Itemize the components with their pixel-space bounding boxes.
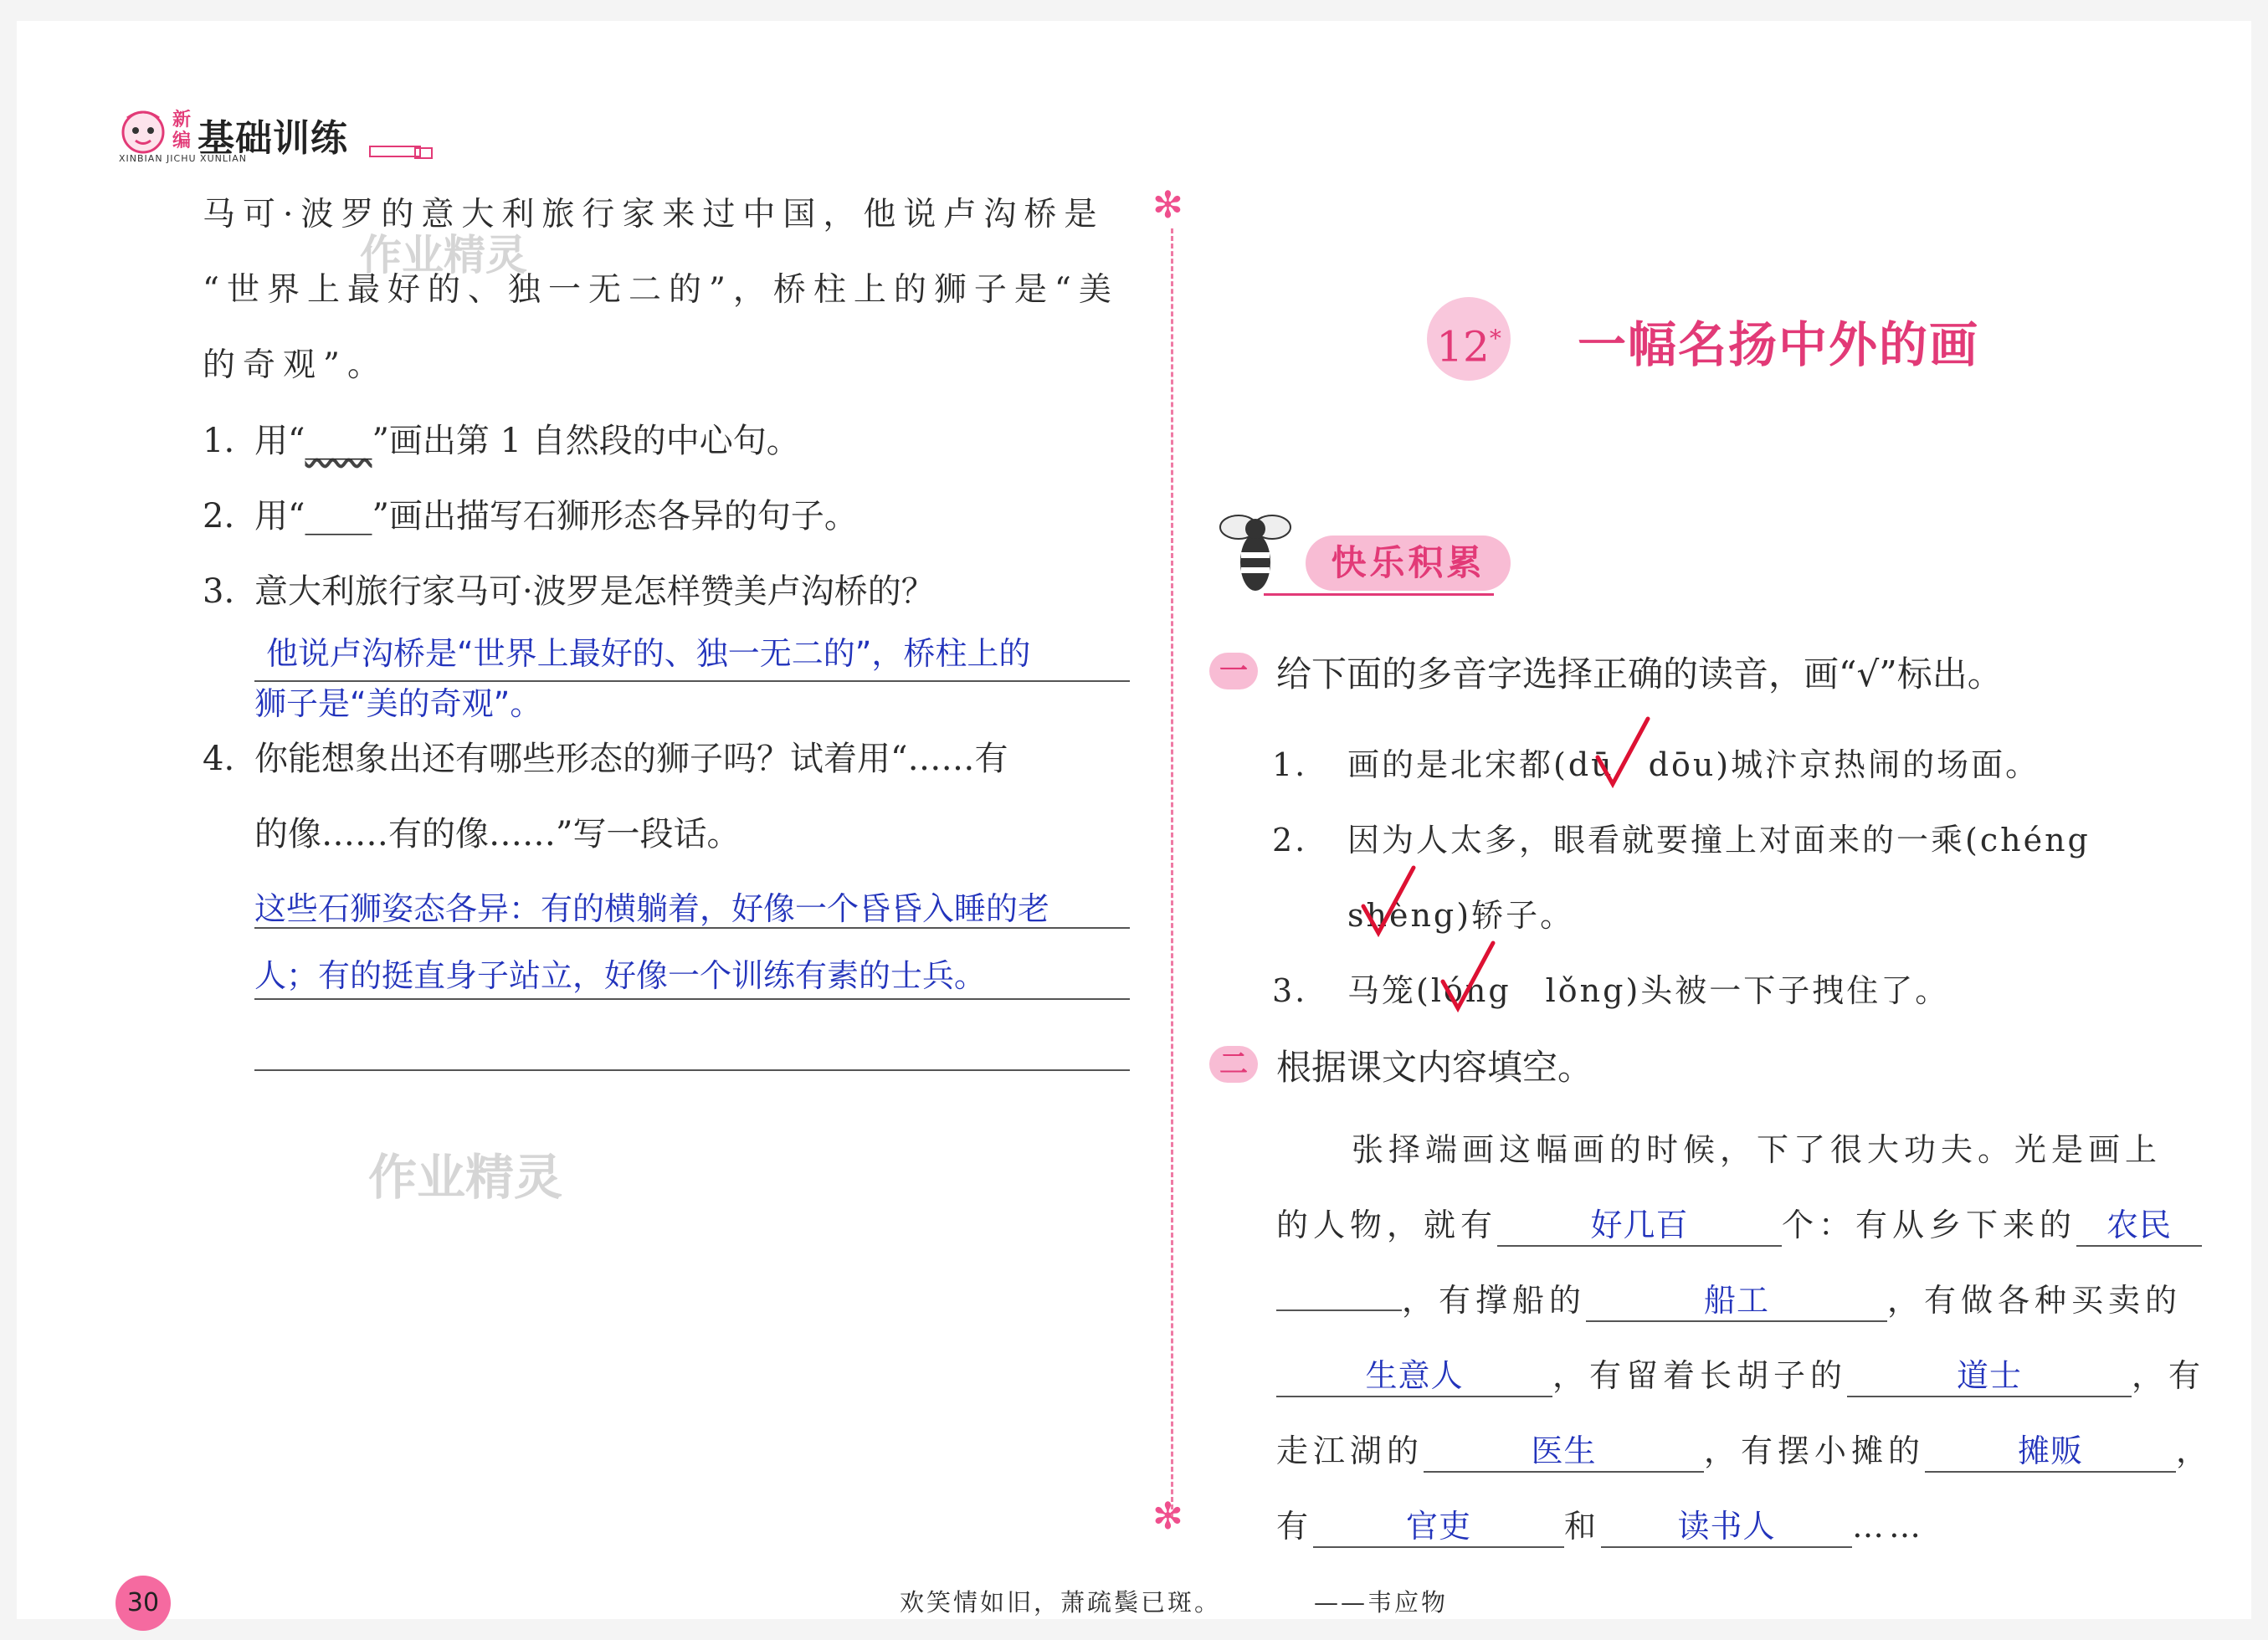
handwritten-answer: 狮子是“美的奇观”。 — [254, 685, 542, 722]
page-divider — [1171, 228, 1173, 1517]
question-text: 你能想象出还有哪些形态的狮子吗？试着用“……有 — [254, 740, 1008, 778]
fill-text-line — [1276, 1274, 2182, 1322]
cartoon-face-icon — [117, 105, 169, 156]
answer-line — [254, 927, 1130, 929]
divider-star-icon: ✻ — [1152, 1495, 1183, 1538]
part-title: 给下面的多音字选择正确的读音，画“√”标出。 — [1276, 653, 2003, 694]
fill-text: 个：有从乡下来的 — [1782, 1207, 2077, 1243]
fill-text: ，有撑船的 — [1402, 1282, 1587, 1319]
question-number: 1. — [203, 422, 235, 460]
fill-blank: 官吏 — [1313, 1500, 1564, 1548]
fill-blank: 医生 — [1424, 1425, 1704, 1473]
pinyin-item — [1272, 965, 1949, 1011]
part-title: 根据课文内容填空。 — [1276, 1047, 1593, 1088]
fill-text: ，有做各种买卖的 — [1887, 1282, 2183, 1319]
question-text: 用“ — [254, 422, 305, 460]
lesson-number-badge — [1427, 297, 1511, 381]
check-mark-icon — [1439, 940, 1498, 1015]
question-number: 3. — [203, 572, 235, 611]
fill-text-line — [1276, 1500, 1926, 1548]
item-number: 2. — [1272, 822, 1308, 858]
fill-blank: 农民 — [2076, 1199, 2202, 1247]
question-3 — [203, 565, 935, 612]
question-4-continued: 的像……有的像……”写一段话。 — [254, 815, 741, 853]
answer-line — [254, 998, 1130, 1000]
section-underline — [1264, 593, 1494, 596]
question-2 — [203, 489, 858, 537]
item-number: 3. — [1272, 972, 1308, 1009]
brand-new-label: 新编 — [172, 110, 192, 151]
item-text: 画的是北宋都(dū dōu)城汴京热闹的场面。 — [1347, 746, 2040, 783]
fill-blank: 船工 — [1586, 1274, 1887, 1322]
brand-decoration-icon — [368, 145, 435, 160]
pinyin-item-continued: shèng)轿子。 — [1347, 897, 1575, 934]
passage-line: 马可·波罗的意大利旅行家来过中国，他说卢沟桥是 — [203, 196, 1105, 233]
fill-text-line — [1276, 1350, 2205, 1397]
footer-quote-author: ——韦应物 — [1314, 1588, 1449, 1617]
check-mark-icon — [1360, 864, 1419, 940]
fill-blank — [1276, 1309, 1402, 1311]
watermark: 作业精灵 — [360, 231, 527, 279]
fill-text: ，有留着长胡子的 — [1552, 1357, 1848, 1394]
handwritten-answer: 人；有的挺直身子站立，好像一个训练有素的士兵。 — [254, 957, 987, 994]
fill-text-line: 张择端画这幅画的时候，下了很大功夫。光是画上 — [1352, 1131, 2163, 1168]
fill-text-line — [1276, 1425, 2213, 1473]
page-number: 30 — [115, 1576, 171, 1631]
fill-text: ，有 — [2132, 1357, 2206, 1394]
passage-line: 的奇观”。 — [203, 346, 387, 384]
fill-text: ， — [2176, 1432, 2214, 1469]
fill-text: ，有摆小摊的 — [1704, 1432, 1926, 1469]
fill-text-line — [1276, 1199, 2202, 1247]
question-number: 4. — [203, 740, 235, 778]
divider-star-icon: ✻ — [1152, 184, 1183, 227]
handwritten-answer: 这些石狮姿态各异：有的横躺着，好像一个昏昏入睡的老 — [254, 890, 1050, 927]
lesson-title: 一幅名扬中外的画 — [1578, 316, 1980, 373]
bee-icon — [1209, 502, 1301, 602]
section-badge: 快乐积累 — [1306, 536, 1511, 591]
workbook-page — [17, 21, 2251, 1619]
question-text: 用“____”画出描写石狮形态各异的句子。 — [254, 497, 858, 536]
fill-blank: 读书人 — [1601, 1500, 1852, 1548]
question-number: 2. — [203, 497, 235, 536]
question-text: ”画出第 1 自然段的中心句。 — [372, 422, 800, 460]
fill-blank: 道士 — [1847, 1350, 2132, 1397]
fill-blank: 摊贩 — [1925, 1425, 2176, 1473]
question-4 — [203, 732, 1008, 780]
check-mark-icon — [1594, 715, 1653, 791]
brand-title: 基础训练 — [198, 117, 348, 160]
item-text: 马笼(lóng lǒng)头被一下子拽住了。 — [1347, 972, 1950, 1009]
question-1 — [203, 414, 800, 462]
answer-line — [254, 1069, 1130, 1071]
question-text: 意大利旅行家马可·波罗是怎样赞美卢沟桥的？ — [254, 572, 935, 611]
footer-quote: 欢笑情如旧，萧疏鬓已斑。 — [900, 1588, 1222, 1617]
fill-text: 有 — [1276, 1508, 1314, 1545]
lesson-star: * — [1489, 325, 1501, 352]
pinyin-item — [1272, 814, 2091, 860]
fill-text: …… — [1852, 1508, 1927, 1545]
watermark: 作业精灵 — [368, 1149, 563, 1206]
pinyin-item — [1272, 739, 2040, 785]
brand-subtitle: XINBIAN JICHU XUNLIAN — [119, 153, 247, 164]
fill-text: 走江湖的 — [1276, 1432, 1424, 1469]
lesson-number: 12 — [1436, 322, 1490, 372]
passage-line: “世界上最好的、独一无二的”，桥柱上的狮子是“美 — [203, 271, 1119, 309]
item-text: 因为人太多，眼看就要撞上对面来的一乘(chéng — [1347, 822, 2091, 858]
handwritten-answer: 他说卢沟桥是“世界上最好的、独一无二的”，桥柱上的 — [266, 635, 1031, 672]
part-marker: 二 — [1209, 1046, 1258, 1083]
fill-blank: 生意人 — [1276, 1350, 1552, 1397]
fill-text: 的人物，就有 — [1276, 1207, 1498, 1243]
fill-text: 和 — [1564, 1508, 1602, 1545]
item-number: 1. — [1272, 746, 1308, 783]
fill-blank: 好几百 — [1497, 1199, 1782, 1247]
wavy-line-mark: ____ — [305, 422, 372, 460]
part-marker: 一 — [1209, 653, 1258, 689]
